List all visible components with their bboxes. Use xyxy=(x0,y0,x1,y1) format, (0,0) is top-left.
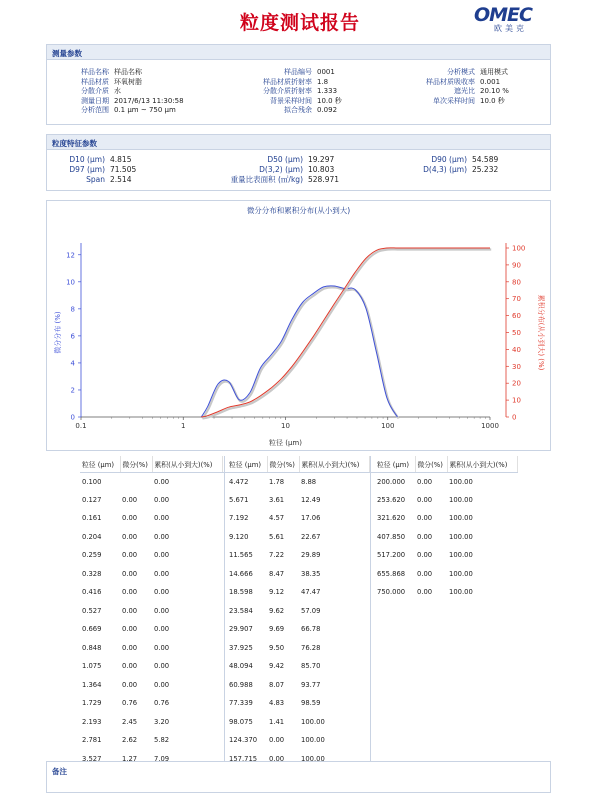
param-label: D50 (μm) xyxy=(267,155,303,164)
x-tick-label: 1000 xyxy=(481,422,499,430)
table-cell: 48.094 xyxy=(229,662,253,671)
table-cell: 7.09 xyxy=(154,754,170,763)
table-row xyxy=(80,639,222,658)
table-cell: 9.120 xyxy=(229,532,249,541)
table-header-row xyxy=(80,456,222,472)
logo-mark: OMEC xyxy=(474,4,532,26)
table-row xyxy=(80,620,222,639)
table-cell: 9.12 xyxy=(269,588,285,597)
x-axis-label: 粒径 (μm) xyxy=(269,439,302,447)
param-value: 环氧树脂 xyxy=(114,77,142,86)
table-cell: 1.729 xyxy=(82,699,102,708)
table-cell: 2.45 xyxy=(122,717,138,726)
param-label: D90 (μm) xyxy=(431,155,467,164)
table-cell: 4.472 xyxy=(229,477,249,486)
table-cell: 0.100 xyxy=(82,477,102,486)
table-cell: 1.075 xyxy=(82,662,102,671)
param-label: 样品编号 xyxy=(284,68,312,76)
param-value: 通用模式 xyxy=(480,68,508,76)
table-row xyxy=(80,731,222,750)
param-label: 样品材质 xyxy=(81,77,109,86)
table-cell: 0.00 xyxy=(122,662,138,671)
table-cell: 85.70 xyxy=(301,662,321,671)
param-row xyxy=(51,175,136,185)
table-cell: 407.850 xyxy=(377,532,406,541)
column-header: 粒径 (μm) xyxy=(227,456,267,472)
table-cell: 14.666 xyxy=(229,569,253,578)
table-cell: 0.00 xyxy=(154,569,170,578)
table-cell: 750.000 xyxy=(377,588,406,597)
param-label: 样品名称 xyxy=(81,68,109,76)
param-label: 分散介质 xyxy=(81,87,109,95)
table-cell: 100.00 xyxy=(449,477,473,486)
table-cell: 98.59 xyxy=(301,699,321,708)
table-row xyxy=(375,472,517,491)
x-tick-label: 0.1 xyxy=(75,422,87,430)
table-cell: 2.781 xyxy=(82,736,102,745)
table-cell: 0.00 xyxy=(154,662,170,671)
table-cell: 5.82 xyxy=(154,736,170,745)
y-tick-label: 8 xyxy=(70,305,75,314)
table-cell: 0.00 xyxy=(154,514,170,523)
param-value: 4.815 xyxy=(110,155,132,164)
table-cell: 0.00 xyxy=(269,736,285,745)
notes-label: 备注 xyxy=(52,767,67,776)
column-header: 微分(%) xyxy=(267,456,299,472)
features-col-2 xyxy=(197,155,339,185)
param-value: 0.092 xyxy=(317,106,338,114)
param-row xyxy=(51,78,184,88)
param-label: 重量比表面积 (㎡/kg) xyxy=(230,175,303,184)
table-cell: 100.00 xyxy=(449,588,473,597)
table-cell: 0.00 xyxy=(154,477,170,486)
table-cell: 9.50 xyxy=(269,643,285,652)
column-header: 微分(%) xyxy=(120,456,152,472)
param-label: D(4,3) (μm) xyxy=(423,165,467,174)
param-row xyxy=(212,87,342,97)
table-cell: 100.00 xyxy=(449,569,473,578)
table-cell: 0.00 xyxy=(417,532,433,541)
table-cell: 5.61 xyxy=(269,532,285,541)
table-cell: 100.00 xyxy=(449,532,473,541)
table-cell: 2.193 xyxy=(82,717,102,726)
table-cell: 0.00 xyxy=(417,495,433,504)
param-value: 1.333 xyxy=(317,87,338,95)
x-tick-label: 100 xyxy=(381,422,395,430)
table-cell: 47.47 xyxy=(301,588,321,597)
column-header: 微分(%) xyxy=(415,456,447,472)
y-tick-label: 6 xyxy=(70,332,75,341)
table-header-row xyxy=(227,456,369,472)
table-row xyxy=(80,472,222,491)
table-row xyxy=(80,528,222,547)
table-cell: 157.715 xyxy=(229,754,258,763)
param-value: 0.001 xyxy=(480,77,501,86)
table-cell: 0.00 xyxy=(154,625,170,634)
table-cell: 0.00 xyxy=(154,551,170,560)
param-value: 10.0 秒 xyxy=(480,96,505,105)
chart-title: 微分分布和累积分布(从小到大) xyxy=(246,206,351,215)
table-cell: 5.671 xyxy=(229,495,249,504)
param-label: 分析模式 xyxy=(447,68,475,76)
differential-curve xyxy=(201,286,397,417)
table-row xyxy=(80,713,222,732)
table-cell: 200.000 xyxy=(377,477,406,486)
column-header: 累积(从小到大)(%) xyxy=(447,456,517,472)
table-cell: 3.527 xyxy=(82,754,102,763)
param-value: 2017/6/13 11:30:58 xyxy=(114,96,184,105)
param-label: 分散介质折射率 xyxy=(263,87,312,95)
table-cell xyxy=(120,472,152,491)
x-tick-label: 10 xyxy=(281,422,290,430)
param-value: 71.505 xyxy=(110,165,137,174)
table-cell: 0.259 xyxy=(82,551,102,560)
param-value: 10.803 xyxy=(308,165,335,174)
y-tick-label: 2 xyxy=(70,386,75,395)
param-row xyxy=(51,165,136,175)
data-table-block-1 xyxy=(80,456,225,761)
param-value: 0001 xyxy=(317,68,335,76)
y2-tick-label: 20 xyxy=(512,379,521,388)
param-row xyxy=(51,97,184,107)
table-cell: 0.76 xyxy=(122,699,138,708)
table-row xyxy=(80,694,222,713)
param-row xyxy=(367,87,509,97)
table-header-row xyxy=(375,456,517,472)
table-cell: 60.988 xyxy=(229,680,253,689)
table-cell: 100.00 xyxy=(301,736,325,745)
table-cell: 0.00 xyxy=(154,588,170,597)
table-cell: 3.61 xyxy=(269,495,285,504)
table-cell: 3.20 xyxy=(154,717,170,726)
table-cell: 0.161 xyxy=(82,514,102,523)
table-row xyxy=(80,565,222,584)
param-value: 10.0 秒 xyxy=(317,96,342,105)
table-cell: 100.00 xyxy=(449,514,473,523)
table-cell: 100.00 xyxy=(301,754,325,763)
table-row xyxy=(227,583,369,602)
param-label: 拟合残余 xyxy=(284,106,312,114)
param-label: D(3,2) (μm) xyxy=(259,165,303,174)
param-value: 1.8 xyxy=(317,77,329,86)
table-cell: 38.35 xyxy=(301,569,321,578)
table-cell: 1.364 xyxy=(82,680,102,689)
table-row xyxy=(227,472,369,491)
table-cell: 0.00 xyxy=(154,643,170,652)
param-value: 2.514 xyxy=(110,175,132,184)
param-row xyxy=(212,68,342,78)
param-row xyxy=(212,106,342,116)
table-cell: 29.89 xyxy=(301,551,321,560)
y2-tick-label: 40 xyxy=(512,345,521,354)
distribution-chart xyxy=(47,201,550,450)
data-table-block-3 xyxy=(375,456,518,761)
table-cell: 0.76 xyxy=(154,699,170,708)
table-row xyxy=(227,731,369,750)
param-row xyxy=(377,165,498,175)
table-divider xyxy=(80,472,518,473)
param-label: 单次采样时间 xyxy=(433,96,475,105)
table-row xyxy=(80,583,222,602)
y2-axis-label: 累积分布(从小到大) (%) xyxy=(537,294,545,371)
param-value: 25.232 xyxy=(472,165,499,174)
table-cell: 0.00 xyxy=(122,625,138,634)
table-cell: 1.27 xyxy=(122,754,138,763)
table-cell: 29.907 xyxy=(229,625,253,634)
y2-tick-label: 100 xyxy=(512,244,526,253)
data-table-3 xyxy=(375,456,518,602)
measure-col-1 xyxy=(51,68,184,116)
param-row xyxy=(51,68,184,78)
table-cell: 0.00 xyxy=(122,588,138,597)
table-cell: 0.00 xyxy=(122,643,138,652)
chart-panel xyxy=(46,200,551,451)
param-row xyxy=(51,87,184,97)
table-cell: 1.41 xyxy=(269,717,285,726)
param-row xyxy=(367,97,509,107)
cumulative-curve xyxy=(201,248,490,417)
param-row xyxy=(377,155,498,165)
differential-curve-shadow xyxy=(203,287,399,418)
table-cell: 93.77 xyxy=(301,680,321,689)
table-cell: 57.09 xyxy=(301,606,321,615)
features-panel xyxy=(46,134,551,191)
data-table-2 xyxy=(227,456,370,768)
y2-tick-label: 90 xyxy=(512,261,521,270)
param-label: 样品材质折射率 xyxy=(263,77,312,86)
param-label: D97 (μm) xyxy=(69,165,105,174)
measure-params-header: 测量参数 xyxy=(47,45,550,60)
table-cell: 0.00 xyxy=(417,514,433,523)
table-row xyxy=(227,694,369,713)
table-row xyxy=(227,713,369,732)
param-value: 水 xyxy=(114,87,121,95)
y2-tick-label: 70 xyxy=(512,295,521,304)
logo-subtitle: 欧美克 xyxy=(494,24,527,33)
table-cell: 2.62 xyxy=(122,736,138,745)
table-cell: 0.00 xyxy=(122,551,138,560)
table-cell: 0.127 xyxy=(82,495,102,504)
param-value: 样品名称 xyxy=(114,68,142,76)
param-row xyxy=(212,78,342,88)
table-cell: 100.00 xyxy=(449,495,473,504)
table-cell: 11.565 xyxy=(229,551,253,560)
table-cell: 0.848 xyxy=(82,643,102,652)
table-row xyxy=(227,676,369,695)
table-cell: 77.339 xyxy=(229,699,253,708)
table-cell: 0.204 xyxy=(82,532,102,541)
table-cell: 37.925 xyxy=(229,643,253,652)
x-tick-label: 1 xyxy=(181,422,186,430)
param-label: 遮光比 xyxy=(454,87,475,95)
table-cell: 124.370 xyxy=(229,736,258,745)
table-row xyxy=(227,620,369,639)
table-row xyxy=(227,565,369,584)
table-row xyxy=(227,491,369,510)
table-cell: 0.00 xyxy=(154,606,170,615)
param-label: 测量日期 xyxy=(81,96,109,105)
table-cell: 0.00 xyxy=(417,569,433,578)
table-row xyxy=(80,509,222,528)
y-tick-label: 12 xyxy=(66,251,75,260)
table-row xyxy=(375,546,517,565)
table-cell: 517.200 xyxy=(377,551,406,560)
table-cell: 0.00 xyxy=(122,680,138,689)
y2-tick-label: 30 xyxy=(512,362,521,371)
table-cell: 0.416 xyxy=(82,588,102,597)
features-header: 粒度特征参数 xyxy=(47,135,550,150)
table-row xyxy=(227,546,369,565)
table-cell: 7.22 xyxy=(269,551,285,560)
table-row xyxy=(227,509,369,528)
table-cell: 0.328 xyxy=(82,569,102,578)
table-cell: 0.669 xyxy=(82,625,102,634)
table-row xyxy=(80,491,222,510)
param-label: 分析范围 xyxy=(81,106,109,114)
notes-panel xyxy=(46,761,551,793)
table-cell: 0.00 xyxy=(122,532,138,541)
table-cell: 0.00 xyxy=(154,495,170,504)
table-row xyxy=(375,528,517,547)
table-cell: 321.620 xyxy=(377,514,406,523)
param-row xyxy=(197,165,339,175)
table-cell: 0.527 xyxy=(82,606,102,615)
column-header: 粒径 (μm) xyxy=(80,456,120,472)
param-row xyxy=(212,97,342,107)
param-row xyxy=(51,155,136,165)
y-axis-label: 微分分布 (%) xyxy=(54,311,62,354)
table-cell: 12.49 xyxy=(301,495,321,504)
table-cell: 0.00 xyxy=(154,532,170,541)
column-header: 累积(从小到大)(%) xyxy=(152,456,222,472)
table-cell: 100.00 xyxy=(449,551,473,560)
table-cell: 0.00 xyxy=(122,514,138,523)
table-row xyxy=(80,546,222,565)
features-col-3 xyxy=(377,155,498,175)
y2-tick-label: 0 xyxy=(512,413,517,422)
table-cell: 22.67 xyxy=(301,532,321,541)
table-cell: 0.00 xyxy=(417,477,433,486)
features-col-1 xyxy=(51,155,136,185)
data-table-1 xyxy=(80,456,223,768)
company-logo xyxy=(474,6,554,36)
table-row xyxy=(80,657,222,676)
param-value: 19.297 xyxy=(308,155,335,164)
table-cell: 76.28 xyxy=(301,643,321,652)
table-cell: 8.88 xyxy=(301,477,317,486)
table-row xyxy=(80,676,222,695)
report-title: 粒度测试报告 xyxy=(239,12,360,34)
param-value: 54.589 xyxy=(472,155,499,164)
param-value: 528.971 xyxy=(308,175,340,184)
table-row xyxy=(227,602,369,621)
table-cell: 23.584 xyxy=(229,606,253,615)
measure-col-3 xyxy=(367,68,509,106)
table-cell: 655.868 xyxy=(377,569,406,578)
table-cell: 9.62 xyxy=(269,606,285,615)
column-header: 累积(从小到大)(%) xyxy=(299,456,369,472)
y2-tick-label: 10 xyxy=(512,396,521,405)
param-value: 0.1 μm ~ 750 μm xyxy=(114,106,176,114)
y2-tick-label: 80 xyxy=(512,278,521,287)
param-label: 背景采样时间 xyxy=(270,96,312,105)
param-row xyxy=(367,78,509,88)
column-header: 粒径 (μm) xyxy=(375,456,415,472)
param-label: 样品材质吸收率 xyxy=(426,77,475,86)
y2-tick-label: 60 xyxy=(512,312,521,321)
table-cell: 18.598 xyxy=(229,588,253,597)
table-cell: 0.00 xyxy=(122,606,138,615)
table-cell: 0.00 xyxy=(122,569,138,578)
table-row xyxy=(227,639,369,658)
param-row xyxy=(51,106,184,116)
table-row xyxy=(375,583,517,602)
param-value: 20.10 % xyxy=(480,87,509,95)
table-row xyxy=(375,491,517,510)
measure-col-2 xyxy=(212,68,342,116)
table-row xyxy=(227,657,369,676)
table-row xyxy=(227,528,369,547)
table-cell: 0.00 xyxy=(122,495,138,504)
param-row xyxy=(367,68,509,78)
table-cell: 253.620 xyxy=(377,495,406,504)
table-cell: 17.06 xyxy=(301,514,321,523)
table-cell: 7.192 xyxy=(229,514,249,523)
param-label: Span xyxy=(86,175,105,184)
measure-params-panel xyxy=(46,44,551,125)
y-tick-label: 0 xyxy=(70,413,75,422)
table-cell: 66.78 xyxy=(301,625,321,634)
table-row xyxy=(80,602,222,621)
table-cell: 0.00 xyxy=(269,754,285,763)
table-row xyxy=(375,509,517,528)
y-tick-label: 4 xyxy=(70,359,75,368)
table-cell: 8.47 xyxy=(269,569,285,578)
table-cell: 100.00 xyxy=(301,717,325,726)
table-cell: 4.83 xyxy=(269,699,285,708)
param-row xyxy=(197,175,339,185)
data-table-block-2 xyxy=(227,456,371,761)
table-cell: 0.00 xyxy=(154,680,170,689)
table-cell: 4.57 xyxy=(269,514,285,523)
table-cell: 1.78 xyxy=(269,477,285,486)
table-cell: 9.42 xyxy=(269,662,285,671)
table-row xyxy=(375,565,517,584)
table-cell: 8.07 xyxy=(269,680,285,689)
table-cell: 0.00 xyxy=(417,551,433,560)
table-cell: 0.00 xyxy=(417,588,433,597)
y-tick-label: 10 xyxy=(66,278,75,287)
param-label: D10 (μm) xyxy=(69,155,105,164)
param-row xyxy=(197,155,339,165)
y2-tick-label: 50 xyxy=(512,329,521,337)
cumulative-curve-shadow xyxy=(203,249,492,418)
table-cell: 9.69 xyxy=(269,625,285,634)
table-cell: 98.075 xyxy=(229,717,253,726)
